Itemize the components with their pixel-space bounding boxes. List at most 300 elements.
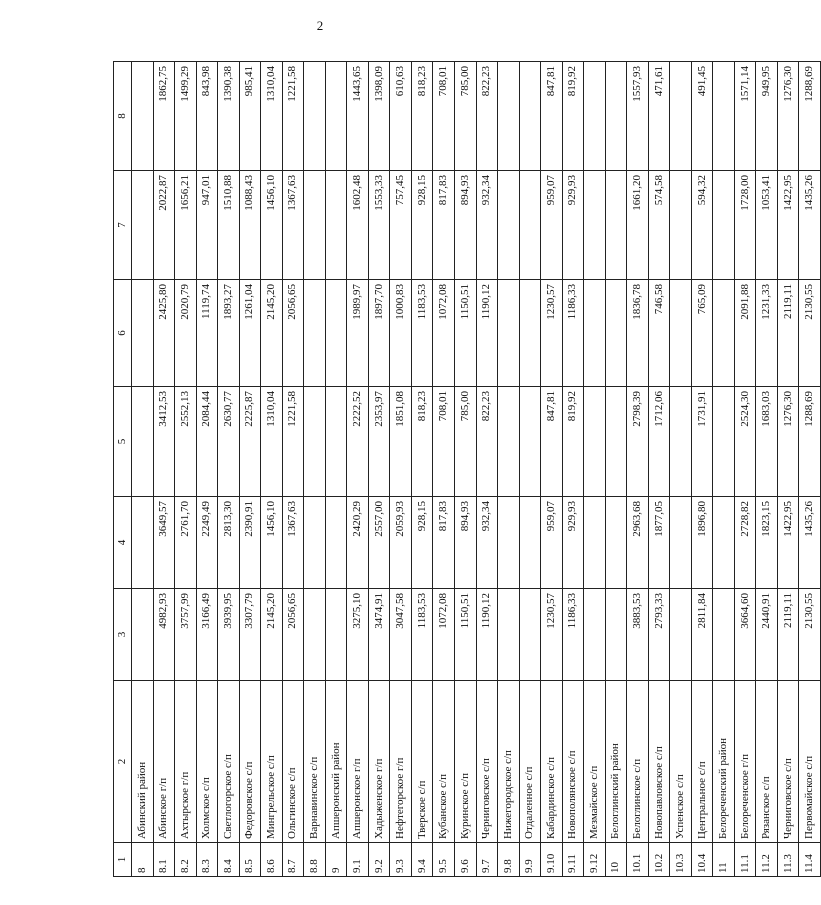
- value-cell: 817,83: [433, 497, 455, 589]
- settlement-name-cell: Варнавинское с/п: [304, 681, 326, 843]
- value-cell: [605, 280, 627, 387]
- table-row: [411, 62, 433, 877]
- table-row: [605, 62, 627, 877]
- row-code-cell: 9.1: [347, 843, 369, 877]
- value-cell: [670, 589, 692, 681]
- value-cell: 1398,09: [368, 62, 390, 171]
- value-cell: [519, 280, 541, 387]
- value-cell: 1183,53: [411, 280, 433, 387]
- value-cell: 932,34: [476, 497, 498, 589]
- value-cell: [713, 62, 735, 171]
- value-cell: 785,00: [454, 62, 476, 171]
- value-cell: 817,83: [433, 171, 455, 280]
- value-cell: [519, 171, 541, 280]
- value-cell: 894,93: [454, 171, 476, 280]
- column-header: 1: [114, 843, 132, 877]
- value-cell: 1422,95: [777, 171, 799, 280]
- settlement-name-cell: Черниговское с/п: [476, 681, 498, 843]
- table-row: [153, 62, 175, 877]
- table-row: [627, 62, 649, 877]
- table-body: [132, 62, 821, 877]
- value-cell: 1000,83: [390, 280, 412, 387]
- value-cell: 1456,10: [261, 171, 283, 280]
- value-cell: 928,15: [411, 171, 433, 280]
- value-cell: 1510,88: [218, 171, 240, 280]
- row-code-cell: 9.3: [390, 843, 412, 877]
- value-cell: 928,15: [411, 497, 433, 589]
- value-cell: 1190,12: [476, 589, 498, 681]
- tariff-table: [113, 61, 821, 877]
- settlement-name-cell: Куринское с/п: [454, 681, 476, 843]
- table-row: [282, 62, 304, 877]
- value-cell: [132, 171, 154, 280]
- table-row: [218, 62, 240, 877]
- value-cell: [498, 497, 520, 589]
- value-cell: 818,23: [411, 387, 433, 497]
- value-cell: [605, 589, 627, 681]
- value-cell: 1896,80: [691, 497, 713, 589]
- table-row: [584, 62, 606, 877]
- row-code-cell: 11.1: [734, 843, 756, 877]
- table-row: [347, 62, 369, 877]
- value-cell: 1897,70: [368, 280, 390, 387]
- value-cell: 1557,93: [627, 62, 649, 171]
- table-row: [368, 62, 390, 877]
- row-code-cell: 9.11: [562, 843, 584, 877]
- row-code-cell: 8.7: [282, 843, 304, 877]
- value-cell: 1422,95: [777, 497, 799, 589]
- settlement-name-cell: Центральное с/п: [691, 681, 713, 843]
- value-cell: 1390,38: [218, 62, 240, 171]
- value-cell: 1553,33: [368, 171, 390, 280]
- table-row: [304, 62, 326, 877]
- settlement-name-cell: Первомайское с/п: [799, 681, 821, 843]
- value-cell: 1731,91: [691, 387, 713, 497]
- rotated-table-container: [113, 62, 821, 877]
- value-cell: [498, 387, 520, 497]
- value-cell: 1836,78: [627, 280, 649, 387]
- row-code-cell: 8.3: [196, 843, 218, 877]
- settlement-name-cell: Кабардинское с/п: [541, 681, 563, 843]
- settlement-name-cell: Абинский район: [132, 681, 154, 843]
- value-cell: 1231,33: [756, 280, 778, 387]
- value-cell: 1656,21: [175, 171, 197, 280]
- table-row: [239, 62, 261, 877]
- value-cell: 1851,08: [390, 387, 412, 497]
- value-cell: 2813,30: [218, 497, 240, 589]
- value-cell: 1276,30: [777, 62, 799, 171]
- value-cell: 1150,51: [454, 589, 476, 681]
- table-row: [261, 62, 283, 877]
- value-cell: 894,93: [454, 497, 476, 589]
- value-cell: 491,45: [691, 62, 713, 171]
- column-header: 8: [114, 62, 132, 171]
- value-cell: 1683,03: [756, 387, 778, 497]
- value-cell: 3047,58: [390, 589, 412, 681]
- row-code-cell: 8.6: [261, 843, 283, 877]
- row-code-cell: 9.5: [433, 843, 455, 877]
- settlement-name-cell: Белореченский район: [713, 681, 735, 843]
- value-cell: 822,23: [476, 62, 498, 171]
- settlement-name-cell: Холмское с/п: [196, 681, 218, 843]
- value-cell: 818,23: [411, 62, 433, 171]
- value-cell: 822,23: [476, 387, 498, 497]
- value-cell: 929,93: [562, 171, 584, 280]
- value-cell: [519, 62, 541, 171]
- value-cell: 819,92: [562, 62, 584, 171]
- table-row: [519, 62, 541, 877]
- value-cell: [584, 497, 606, 589]
- value-cell: 929,93: [562, 497, 584, 589]
- settlement-name-cell: Апшеронский район: [325, 681, 347, 843]
- table-row: [691, 62, 713, 877]
- value-cell: [304, 62, 326, 171]
- value-cell: [605, 497, 627, 589]
- table-row: [325, 62, 347, 877]
- value-cell: 708,01: [433, 387, 455, 497]
- value-cell: 2630,77: [218, 387, 240, 497]
- value-cell: [304, 280, 326, 387]
- header-row: [114, 62, 132, 877]
- value-cell: 819,92: [562, 387, 584, 497]
- value-cell: 2059,93: [390, 497, 412, 589]
- settlement-name-cell: Федоровское с/п: [239, 681, 261, 843]
- value-cell: [498, 171, 520, 280]
- value-cell: 1893,27: [218, 280, 240, 387]
- value-cell: 1989,97: [347, 280, 369, 387]
- value-cell: 2557,00: [368, 497, 390, 589]
- settlement-name-cell: Черниговское с/п: [777, 681, 799, 843]
- value-cell: 1190,12: [476, 280, 498, 387]
- value-cell: [325, 387, 347, 497]
- value-cell: [498, 589, 520, 681]
- value-cell: 843,98: [196, 62, 218, 171]
- settlement-name-cell: Белоглинское с/п: [627, 681, 649, 843]
- value-cell: 1186,33: [562, 280, 584, 387]
- value-cell: 2761,70: [175, 497, 197, 589]
- row-code-cell: 10.3: [670, 843, 692, 877]
- value-cell: [519, 589, 541, 681]
- settlement-name-cell: Белореченское г/п: [734, 681, 756, 843]
- value-cell: 2056,65: [282, 589, 304, 681]
- value-cell: [584, 387, 606, 497]
- settlement-name-cell: Абинское г/п: [153, 681, 175, 843]
- column-header: 6: [114, 280, 132, 387]
- settlement-name-cell: Отдаленное с/п: [519, 681, 541, 843]
- row-code-cell: 8.2: [175, 843, 197, 877]
- value-cell: 2524,30: [734, 387, 756, 497]
- value-cell: 3649,57: [153, 497, 175, 589]
- value-cell: 1823,15: [756, 497, 778, 589]
- value-cell: 2798,39: [627, 387, 649, 497]
- table-row: [734, 62, 756, 877]
- value-cell: 947,01: [196, 171, 218, 280]
- value-cell: 985,41: [239, 62, 261, 171]
- settlement-name-cell: Ахтырское г/п: [175, 681, 197, 843]
- table-row: [175, 62, 197, 877]
- value-cell: 1310,04: [261, 62, 283, 171]
- settlement-name-cell: Новополянское с/п: [562, 681, 584, 843]
- settlement-name-cell: Светлогорское с/п: [218, 681, 240, 843]
- value-cell: 1150,51: [454, 280, 476, 387]
- value-cell: [713, 497, 735, 589]
- settlement-name-cell: Кубанское с/п: [433, 681, 455, 843]
- value-cell: 3664,60: [734, 589, 756, 681]
- settlement-name-cell: Новопавловское с/п: [648, 681, 670, 843]
- value-cell: 1456,10: [261, 497, 283, 589]
- value-cell: [325, 280, 347, 387]
- table-row: [648, 62, 670, 877]
- settlement-name-cell: Мезмайское с/п: [584, 681, 606, 843]
- value-cell: 746,58: [648, 280, 670, 387]
- value-cell: 959,07: [541, 497, 563, 589]
- row-code-cell: 10: [605, 843, 627, 877]
- value-cell: [670, 280, 692, 387]
- value-cell: 3474,91: [368, 589, 390, 681]
- value-cell: 2130,55: [799, 280, 821, 387]
- value-cell: [304, 387, 326, 497]
- settlement-name-cell: Ольгинское с/п: [282, 681, 304, 843]
- value-cell: 847,81: [541, 387, 563, 497]
- value-cell: 1435,26: [799, 171, 821, 280]
- value-cell: 1571,14: [734, 62, 756, 171]
- value-cell: 3757,99: [175, 589, 197, 681]
- column-header: 3: [114, 589, 132, 681]
- table-row: [777, 62, 799, 877]
- value-cell: 1877,05: [648, 497, 670, 589]
- value-cell: [325, 171, 347, 280]
- value-cell: [498, 280, 520, 387]
- table-row: [454, 62, 476, 877]
- value-cell: 932,34: [476, 171, 498, 280]
- value-cell: [132, 280, 154, 387]
- value-cell: 2552,13: [175, 387, 197, 497]
- value-cell: [584, 589, 606, 681]
- column-header: 4: [114, 497, 132, 589]
- value-cell: 2119,11: [777, 589, 799, 681]
- value-cell: [584, 62, 606, 171]
- row-code-cell: 8.5: [239, 843, 261, 877]
- row-code-cell: 9.12: [584, 843, 606, 877]
- value-cell: 610,63: [390, 62, 412, 171]
- settlement-name-cell: Успенское с/п: [670, 681, 692, 843]
- value-cell: 3883,53: [627, 589, 649, 681]
- value-cell: 3275,10: [347, 589, 369, 681]
- value-cell: [605, 62, 627, 171]
- value-cell: 2811,84: [691, 589, 713, 681]
- value-cell: 2119,11: [777, 280, 799, 387]
- value-cell: 1661,20: [627, 171, 649, 280]
- row-code-cell: 8.8: [304, 843, 326, 877]
- value-cell: 1443,65: [347, 62, 369, 171]
- value-cell: 1712,06: [648, 387, 670, 497]
- value-cell: 1119,74: [196, 280, 218, 387]
- value-cell: [713, 387, 735, 497]
- settlement-name-cell: Апшеронское г/п: [347, 681, 369, 843]
- value-cell: 2022,87: [153, 171, 175, 280]
- column-header: 7: [114, 171, 132, 280]
- value-cell: 1230,57: [541, 280, 563, 387]
- value-cell: [132, 62, 154, 171]
- value-cell: 1435,26: [799, 497, 821, 589]
- value-cell: 2728,82: [734, 497, 756, 589]
- settlement-name-cell: Белоглинский район: [605, 681, 627, 843]
- row-code-cell: 9.7: [476, 843, 498, 877]
- value-cell: 2222,52: [347, 387, 369, 497]
- value-cell: 2249,49: [196, 497, 218, 589]
- value-cell: 1602,48: [347, 171, 369, 280]
- row-code-cell: 9.2: [368, 843, 390, 877]
- value-cell: 1072,08: [433, 280, 455, 387]
- row-code-cell: 11.3: [777, 843, 799, 877]
- value-cell: 3939,95: [218, 589, 240, 681]
- row-code-cell: 8: [132, 843, 154, 877]
- value-cell: [325, 62, 347, 171]
- value-cell: [132, 387, 154, 497]
- value-cell: 1276,30: [777, 387, 799, 497]
- value-cell: 757,45: [390, 171, 412, 280]
- value-cell: 949,95: [756, 62, 778, 171]
- row-code-cell: 10.2: [648, 843, 670, 877]
- value-cell: 765,09: [691, 280, 713, 387]
- table-row: [562, 62, 584, 877]
- value-cell: [519, 497, 541, 589]
- row-code-cell: 9.4: [411, 843, 433, 877]
- value-cell: [519, 387, 541, 497]
- value-cell: 4982,93: [153, 589, 175, 681]
- column-header: 5: [114, 387, 132, 497]
- value-cell: [304, 497, 326, 589]
- value-cell: 2091,88: [734, 280, 756, 387]
- value-cell: 2353,97: [368, 387, 390, 497]
- value-cell: [325, 497, 347, 589]
- value-cell: 1310,04: [261, 387, 283, 497]
- table-row: [713, 62, 735, 877]
- value-cell: [713, 280, 735, 387]
- value-cell: 1862,75: [153, 62, 175, 171]
- value-cell: 1186,33: [562, 589, 584, 681]
- value-cell: 1088,43: [239, 171, 261, 280]
- value-cell: [132, 589, 154, 681]
- row-code-cell: 9: [325, 843, 347, 877]
- value-cell: [670, 62, 692, 171]
- value-cell: 2145,20: [261, 589, 283, 681]
- settlement-name-cell: Тверское с/п: [411, 681, 433, 843]
- value-cell: 847,81: [541, 62, 563, 171]
- table-row: [670, 62, 692, 877]
- value-cell: 1728,00: [734, 171, 756, 280]
- value-cell: 1072,08: [433, 589, 455, 681]
- value-cell: 785,00: [454, 387, 476, 497]
- table-row: [541, 62, 563, 877]
- value-cell: 1221,58: [282, 387, 304, 497]
- value-cell: [584, 171, 606, 280]
- value-cell: 1288,69: [799, 387, 821, 497]
- value-cell: 2390,91: [239, 497, 261, 589]
- table-row: [390, 62, 412, 877]
- settlement-name-cell: Нефтегорское г/п: [390, 681, 412, 843]
- page-number: 2: [316, 18, 324, 33]
- value-cell: 959,07: [541, 171, 563, 280]
- value-cell: 3307,79: [239, 589, 261, 681]
- value-cell: [713, 171, 735, 280]
- value-cell: 1367,63: [282, 171, 304, 280]
- value-cell: 2425,80: [153, 280, 175, 387]
- table-row: [476, 62, 498, 877]
- value-cell: 2084,44: [196, 387, 218, 497]
- value-cell: [132, 497, 154, 589]
- row-code-cell: 11: [713, 843, 735, 877]
- value-cell: 1053,41: [756, 171, 778, 280]
- value-cell: 1261,04: [239, 280, 261, 387]
- row-code-cell: 11.4: [799, 843, 821, 877]
- table-row: [799, 62, 821, 877]
- row-code-cell: 9.8: [498, 843, 520, 877]
- row-code-cell: 8.1: [153, 843, 175, 877]
- row-code-cell: 10.1: [627, 843, 649, 877]
- value-cell: 3412,53: [153, 387, 175, 497]
- value-cell: 1230,57: [541, 589, 563, 681]
- value-cell: 1499,29: [175, 62, 197, 171]
- value-cell: [670, 171, 692, 280]
- value-cell: 2440,91: [756, 589, 778, 681]
- row-code-cell: 9.9: [519, 843, 541, 877]
- settlement-name-cell: Хадыженское г/п: [368, 681, 390, 843]
- value-cell: 708,01: [433, 62, 455, 171]
- value-cell: [304, 589, 326, 681]
- row-code-cell: 8.4: [218, 843, 240, 877]
- row-code-cell: 9.6: [454, 843, 476, 877]
- value-cell: 2963,68: [627, 497, 649, 589]
- value-cell: [325, 589, 347, 681]
- value-cell: 2793,33: [648, 589, 670, 681]
- value-cell: [584, 280, 606, 387]
- value-cell: 2420,29: [347, 497, 369, 589]
- table-row: [433, 62, 455, 877]
- table-row: [196, 62, 218, 877]
- value-cell: [605, 387, 627, 497]
- row-code-cell: 11.2: [756, 843, 778, 877]
- settlement-name-cell: Мингрельское с/п: [261, 681, 283, 843]
- table-row: [756, 62, 778, 877]
- row-code-cell: 9.10: [541, 843, 563, 877]
- value-cell: 2020,79: [175, 280, 197, 387]
- value-cell: 2225,87: [239, 387, 261, 497]
- value-cell: [670, 387, 692, 497]
- value-cell: 574,58: [648, 171, 670, 280]
- value-cell: [670, 497, 692, 589]
- table-row: [498, 62, 520, 877]
- value-cell: 3166,49: [196, 589, 218, 681]
- column-header: 2: [114, 681, 132, 843]
- value-cell: 594,32: [691, 171, 713, 280]
- value-cell: [605, 171, 627, 280]
- value-cell: 1183,53: [411, 589, 433, 681]
- value-cell: 1221,58: [282, 62, 304, 171]
- value-cell: 2145,20: [261, 280, 283, 387]
- settlement-name-cell: Нижегородское с/п: [498, 681, 520, 843]
- value-cell: [713, 589, 735, 681]
- value-cell: 471,61: [648, 62, 670, 171]
- value-cell: 2130,55: [799, 589, 821, 681]
- value-cell: [498, 62, 520, 171]
- value-cell: 1288,69: [799, 62, 821, 171]
- row-code-cell: 10.4: [691, 843, 713, 877]
- settlement-name-cell: Рязанское с/п: [756, 681, 778, 843]
- value-cell: 2056,65: [282, 280, 304, 387]
- value-cell: [304, 171, 326, 280]
- value-cell: 1367,63: [282, 497, 304, 589]
